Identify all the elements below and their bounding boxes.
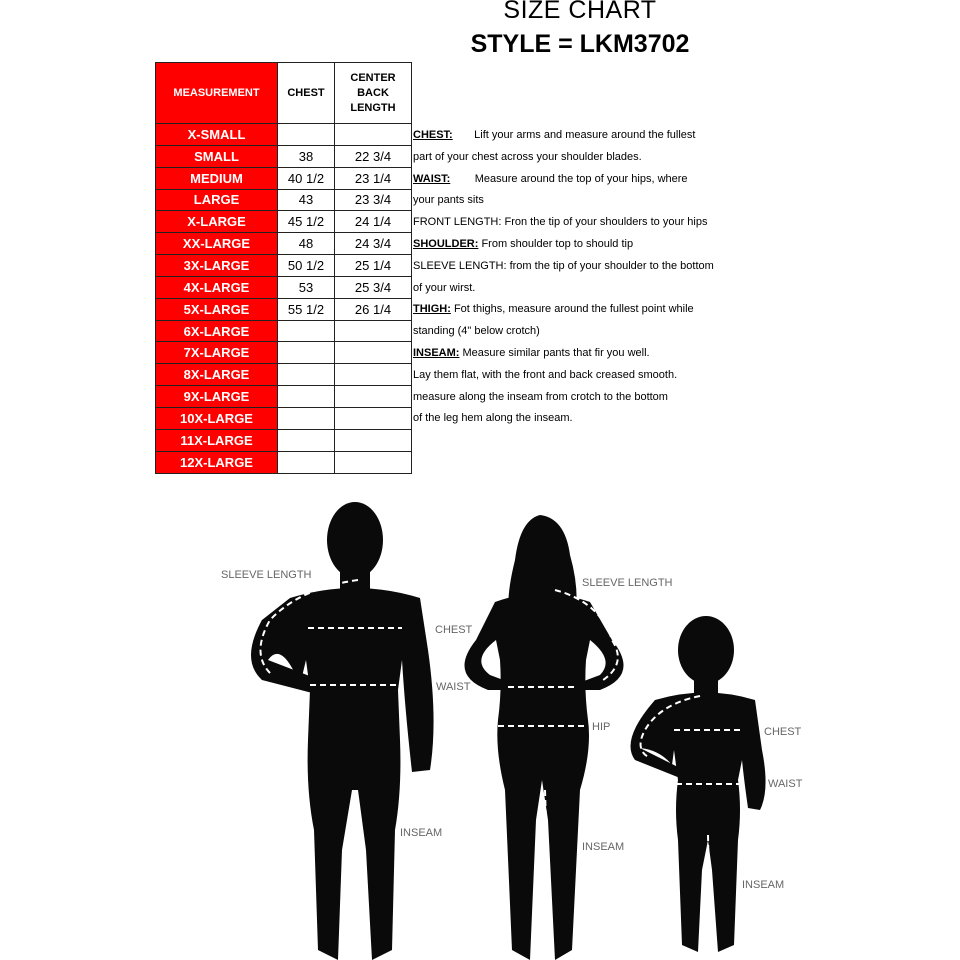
- note-text: Measure around the top of your hips, where: [474, 172, 688, 185]
- note-line: [413, 321, 743, 343]
- table-row: [156, 320, 412, 342]
- measurement-instructions: [413, 125, 743, 430]
- note-line: [413, 234, 743, 256]
- note-line: [413, 387, 743, 409]
- note-text: Fot thighs, measure around the fullest point while: [453, 303, 694, 316]
- chest-value: 43: [278, 189, 335, 211]
- length-value: 26 1/4: [335, 298, 412, 320]
- chest-value: 45 1/2: [278, 211, 335, 233]
- chest-value: 48: [278, 233, 335, 255]
- chest-value: 55 1/2: [278, 298, 335, 320]
- length-value: 23 1/4: [335, 167, 412, 189]
- note-line: [413, 299, 743, 321]
- table-row: [156, 298, 412, 320]
- woman-inseam-label: INSEAM: [582, 841, 625, 853]
- note-text: your pants sits: [413, 194, 484, 207]
- man-inseam-label: INSEAM: [400, 827, 443, 839]
- chest-value: [278, 407, 335, 429]
- length-value: [335, 429, 412, 451]
- length-value: 23 3/4: [335, 189, 412, 211]
- woman-hip-label: HIP: [592, 721, 611, 733]
- size-label: 4X-LARGE: [156, 276, 278, 298]
- note-key-thigh: THIGH:: [413, 303, 451, 316]
- page-title: SIZE CHART: [503, 0, 657, 24]
- woman-sleeve-label: SLEEVE LENGTH: [582, 577, 673, 589]
- length-value: [335, 407, 412, 429]
- header-center-back-length: [335, 63, 412, 124]
- length-value: 25 1/4: [335, 255, 412, 277]
- chest-value: [278, 386, 335, 408]
- length-value: [335, 124, 412, 146]
- note-line: [413, 365, 743, 387]
- note-text: of the leg hem along the inseam.: [413, 412, 573, 425]
- chest-value: [278, 429, 335, 451]
- table-row: [156, 451, 412, 473]
- note-text: From shoulder top to should tip: [481, 237, 634, 250]
- size-label: LARGE: [156, 189, 278, 211]
- table-row: [156, 364, 412, 386]
- header-center-back-line2: LENGTH: [350, 101, 396, 114]
- note-text: Measure similar pants that fir you well.: [462, 346, 650, 359]
- note-text: FRONT LENGTH: Fron the tip of your shoulders to your hips: [413, 216, 708, 229]
- table-header-row: [156, 63, 412, 124]
- note-line: [413, 169, 743, 191]
- man-waist-label: WAIST: [436, 681, 471, 693]
- size-label: MEDIUM: [156, 167, 278, 189]
- table-row: [156, 124, 412, 146]
- table-row: [156, 386, 412, 408]
- note-line: [413, 343, 743, 365]
- chest-value: 53: [278, 276, 335, 298]
- table-row: [156, 167, 412, 189]
- child-inseam-label: INSEAM: [742, 879, 785, 891]
- style-code: STYLE = LKM3702: [470, 30, 690, 58]
- chest-value: [278, 364, 335, 386]
- size-label: 8X-LARGE: [156, 364, 278, 386]
- table-row: [156, 233, 412, 255]
- man-sleeve-label: SLEEVE LENGTH: [221, 569, 312, 581]
- size-label: 9X-LARGE: [156, 386, 278, 408]
- note-key-shoulder: SHOULDER:: [413, 237, 479, 250]
- length-value: [335, 386, 412, 408]
- table-row: [156, 407, 412, 429]
- chest-value: [278, 320, 335, 342]
- length-value: 22 3/4: [335, 145, 412, 167]
- child-waist-label: WAIST: [768, 778, 803, 790]
- size-label: 10X-LARGE: [156, 407, 278, 429]
- size-label: 5X-LARGE: [156, 298, 278, 320]
- note-line: [413, 147, 743, 169]
- chest-value: [278, 451, 335, 473]
- chest-value: [278, 342, 335, 364]
- table-row: [156, 211, 412, 233]
- note-text: SLEEVE LENGTH: from the tip of your shoulder to the bottom: [413, 259, 714, 272]
- note-line: [413, 408, 743, 430]
- note-key-chest: CHEST:: [413, 129, 453, 141]
- table-row: [156, 276, 412, 298]
- header-measurement: MEASUREMENT: [156, 63, 278, 124]
- length-value: 24 1/4: [335, 211, 412, 233]
- table-row: [156, 342, 412, 364]
- table-row: [156, 189, 412, 211]
- size-label: 6X-LARGE: [156, 320, 278, 342]
- length-value: [335, 342, 412, 364]
- note-text: Lay them flat, with the front and back creased smooth.: [413, 368, 678, 381]
- note-line: [413, 278, 743, 300]
- note-line: [413, 125, 743, 147]
- chest-value: 50 1/2: [278, 255, 335, 277]
- note-key-waist: WAIST:: [413, 172, 451, 185]
- length-value: [335, 320, 412, 342]
- table-row: [156, 145, 412, 167]
- size-label: 3X-LARGE: [156, 255, 278, 277]
- chest-value: 40 1/2: [278, 167, 335, 189]
- length-value: [335, 451, 412, 473]
- body-measurement-diagram: [0, 490, 960, 960]
- note-line: [413, 256, 743, 278]
- length-value: 24 3/4: [335, 233, 412, 255]
- header-center-back-line1: CENTER BACK: [350, 71, 396, 99]
- size-label: X-LARGE: [156, 211, 278, 233]
- chest-value: 38: [278, 145, 335, 167]
- note-text: of your wirst.: [413, 281, 476, 294]
- length-value: [335, 364, 412, 386]
- table-row: [156, 429, 412, 451]
- header-chest: CHEST: [278, 63, 335, 124]
- man-chest-label: CHEST: [435, 624, 473, 636]
- note-text: measure along the inseam from crotch to the bottom: [413, 390, 668, 403]
- size-chart-table: [155, 62, 412, 474]
- note-text: part of your chest across your shoulder blades.: [413, 150, 642, 163]
- note-line: [413, 212, 743, 234]
- note-text: standing (4" below crotch): [413, 325, 540, 338]
- size-label: XX-LARGE: [156, 233, 278, 255]
- note-line: [413, 190, 743, 212]
- child-chest-label: CHEST: [764, 726, 802, 738]
- size-label: SMALL: [156, 145, 278, 167]
- size-label: X-SMALL: [156, 124, 278, 146]
- size-label: 12X-LARGE: [156, 451, 278, 473]
- size-label: 11X-LARGE: [156, 429, 278, 451]
- note-text: Lift your arms and measure around the fullest: [474, 129, 696, 141]
- length-value: 25 3/4: [335, 276, 412, 298]
- chest-value: [278, 124, 335, 146]
- size-label: 7X-LARGE: [156, 342, 278, 364]
- table-row: [156, 255, 412, 277]
- note-key-inseam: INSEAM:: [413, 346, 460, 359]
